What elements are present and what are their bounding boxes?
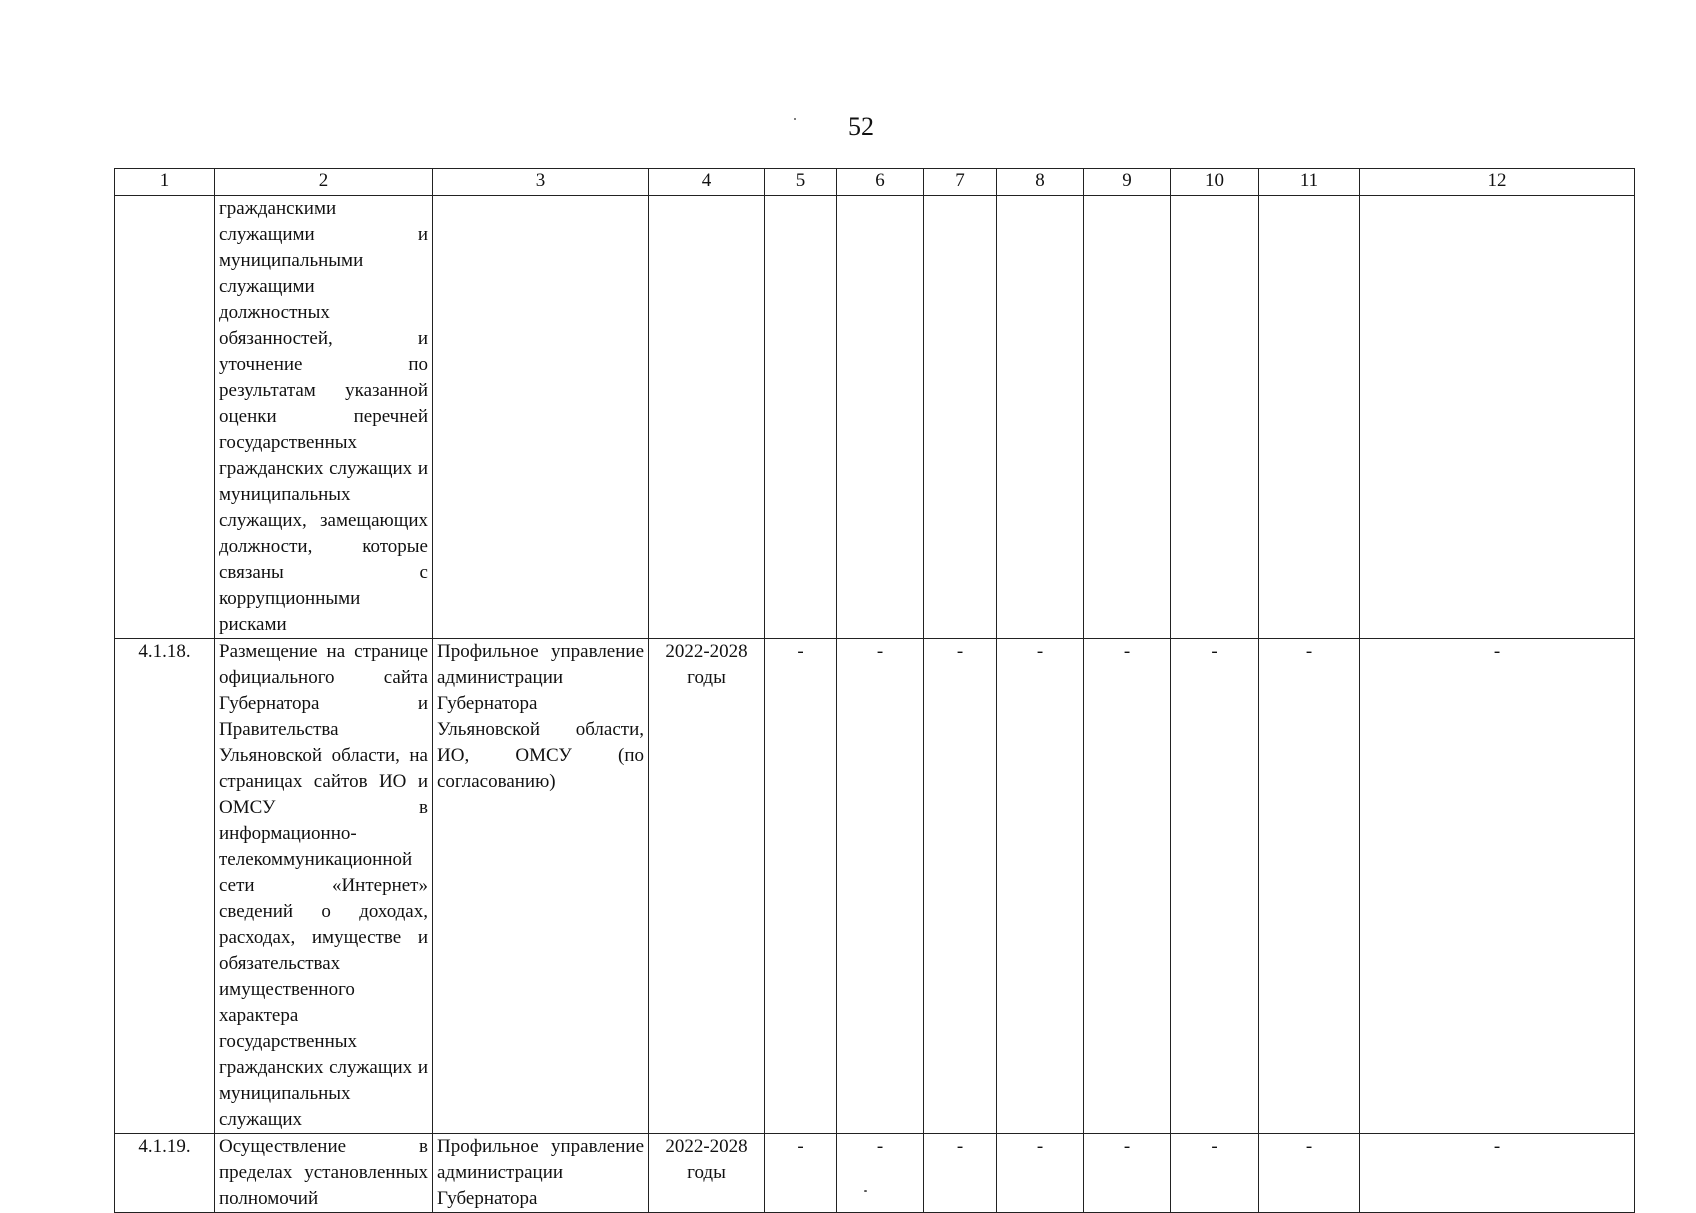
column-header: 9	[1084, 169, 1171, 196]
table-row	[115, 1134, 1635, 1213]
column-header: 8	[997, 169, 1084, 196]
value-cell: -	[837, 639, 924, 1134]
column-header: 5	[765, 169, 837, 196]
measures-table	[114, 168, 1635, 1213]
value-cell	[837, 196, 924, 639]
measure-number: 4.1.19.	[115, 1134, 215, 1213]
table-row	[115, 196, 1635, 639]
column-header: 10	[1171, 169, 1259, 196]
value-cell	[1171, 196, 1259, 639]
measure-period: 2022-2028 годы	[649, 1134, 765, 1213]
value-cell	[1259, 196, 1360, 639]
value-cell	[1360, 196, 1635, 639]
value-cell	[1084, 196, 1171, 639]
measure-executor: Профильное управление администрации Губернатора	[433, 1134, 649, 1213]
table-row	[115, 639, 1635, 1134]
column-header: 11	[1259, 169, 1360, 196]
value-cell: -	[1259, 639, 1360, 1134]
scan-speck	[794, 118, 796, 120]
value-cell: -	[765, 1134, 837, 1213]
measure-period	[649, 196, 765, 639]
measure-number	[115, 196, 215, 639]
value-cell: -	[997, 639, 1084, 1134]
value-cell: -	[1360, 1134, 1635, 1213]
value-cell	[997, 196, 1084, 639]
value-cell: -	[924, 1134, 997, 1213]
measure-number: 4.1.18.	[115, 639, 215, 1134]
column-header: 2	[215, 169, 433, 196]
measure-description: Осуществление в пределах установленных полномочий	[215, 1134, 433, 1213]
measure-period: 2022-2028 годы	[649, 639, 765, 1134]
column-header: 4	[649, 169, 765, 196]
value-cell: -	[765, 639, 837, 1134]
value-cell: -	[1171, 639, 1259, 1134]
measure-executor	[433, 196, 649, 639]
value-cell: -	[1360, 639, 1635, 1134]
value-cell: -	[997, 1134, 1084, 1213]
value-cell	[924, 196, 997, 639]
value-cell: -	[1171, 1134, 1259, 1213]
value-cell: -	[924, 639, 997, 1134]
measure-description: гражданскими служащими и муниципальными служащими должностных обязанностей, и уточнение по результатам указанной оценки перечней государственных гражданских служащих и муниципальных служащих, замещающих должности, которые связаны с коррупционными рисками	[215, 196, 433, 639]
value-cell: -	[837, 1134, 924, 1213]
value-cell: -	[1084, 1134, 1171, 1213]
value-cell: -	[1259, 1134, 1360, 1213]
column-header: 6	[837, 169, 924, 196]
column-number-row	[115, 169, 1635, 196]
value-cell: -	[1084, 639, 1171, 1134]
column-header: 3	[433, 169, 649, 196]
column-header: 7	[924, 169, 997, 196]
measure-executor: Профильное управление администрации Губернатора Ульяновской области, ИО, ОМСУ (по согласованию)	[433, 639, 649, 1134]
value-cell	[765, 196, 837, 639]
page-number: 52	[848, 112, 874, 141]
column-header: 1	[115, 169, 215, 196]
column-header: 12	[1360, 169, 1635, 196]
measure-description: Размещение на странице официального сайта Губернатора и Правительства Ульяновской области, на страницах сайтов ИО и ОМСУ в информационно-телекоммуникационной сети «Интернет» сведений о доходах, расходах, имуществе и обязательствах имущественного характера государственных гражданских служащих и муниципальных служащих	[215, 639, 433, 1134]
